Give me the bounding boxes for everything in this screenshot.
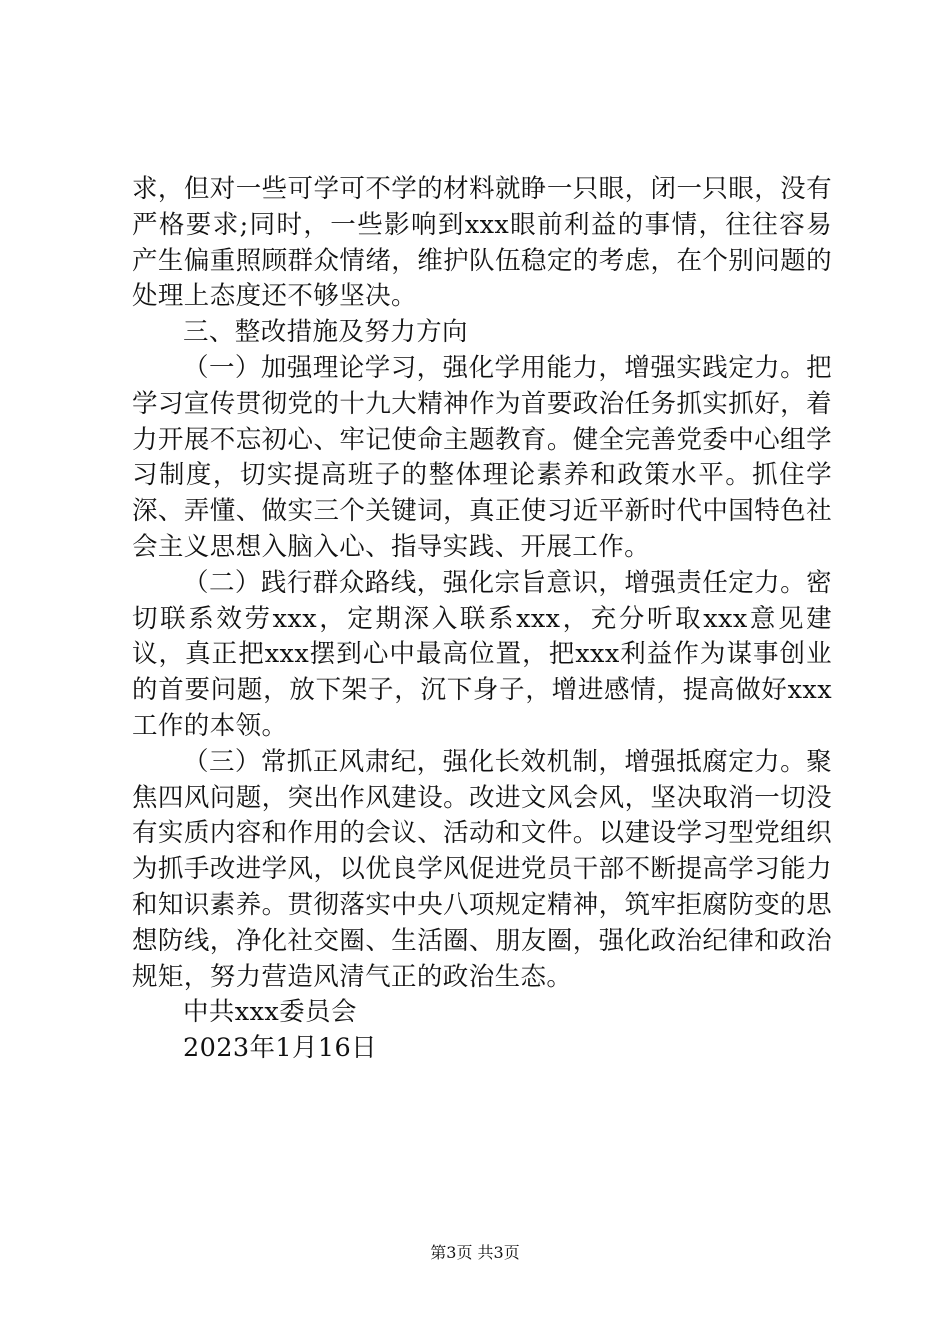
paragraph-measure-3: （三）常抓正风肃纪，强化长效机制，增强抵腐定力。聚焦四风问题，突出作风建设。改进文风会风，坚决取消一切没有实质内容和作用的会议、活动和文件。以建设学习型党组织为抓手改进学风，以优良学风促进党员干部不断提高学习能力和知识素养。贯彻落实中央八项规定精神，筑牢拒腐防变的思想防线，净化社交圈、生活圈、朋友圈，强化政治纪律和政治规矩，努力营造风清气正的政治生态。 — [132, 746, 832, 992]
paragraph-measure-1: （一）加强理论学习，强化学用能力，增强实践定力。把学习宣传贯彻党的十九大精神作为首要政治任务抓实抓好，着力开展不忘初心、牢记使命主题教育。健全完善党委中心组学习制度，切实提高班子的整体理论素养和政策水平。抓住学深、弄懂、做实三个关键词，真正使习近平新时代中国特色社会主义思想入脑入心、指导实践、开展工作。 — [132, 352, 832, 562]
section-heading: 三、整改措施及努力方向 — [183, 317, 468, 348]
paragraph-measure-2: （二）践行群众路线，强化宗旨意识，增强责任定力。密切联系效劳xxx，定期深入联系xxx，充分听取xxx意见建议，真正把xxx摆到心中最高位置，把xxx利益作为谋事创业的首要问题，放下架子，沉下身子，增进感情，提高做好xxx工作的本领。 — [132, 567, 832, 741]
signature-line: 中共xxx委员会 — [183, 997, 357, 1028]
paragraph-continuation: 求，但对一些可学可不学的材料就睁一只眼，闭一只眼，没有严格要求;同时，一些影响到xxx眼前利益的事情，往往容易产生偏重照顾群众情绪，维护队伍稳定的考虑，在个别问题的处理上态度还不够坚决。 — [132, 174, 832, 312]
document-body — [132, 172, 832, 1067]
date-line: 2023年1月16日 — [183, 1033, 378, 1064]
page-footer — [0, 1243, 950, 1263]
page-number: 第3页 共3页 — [430, 1243, 520, 1262]
